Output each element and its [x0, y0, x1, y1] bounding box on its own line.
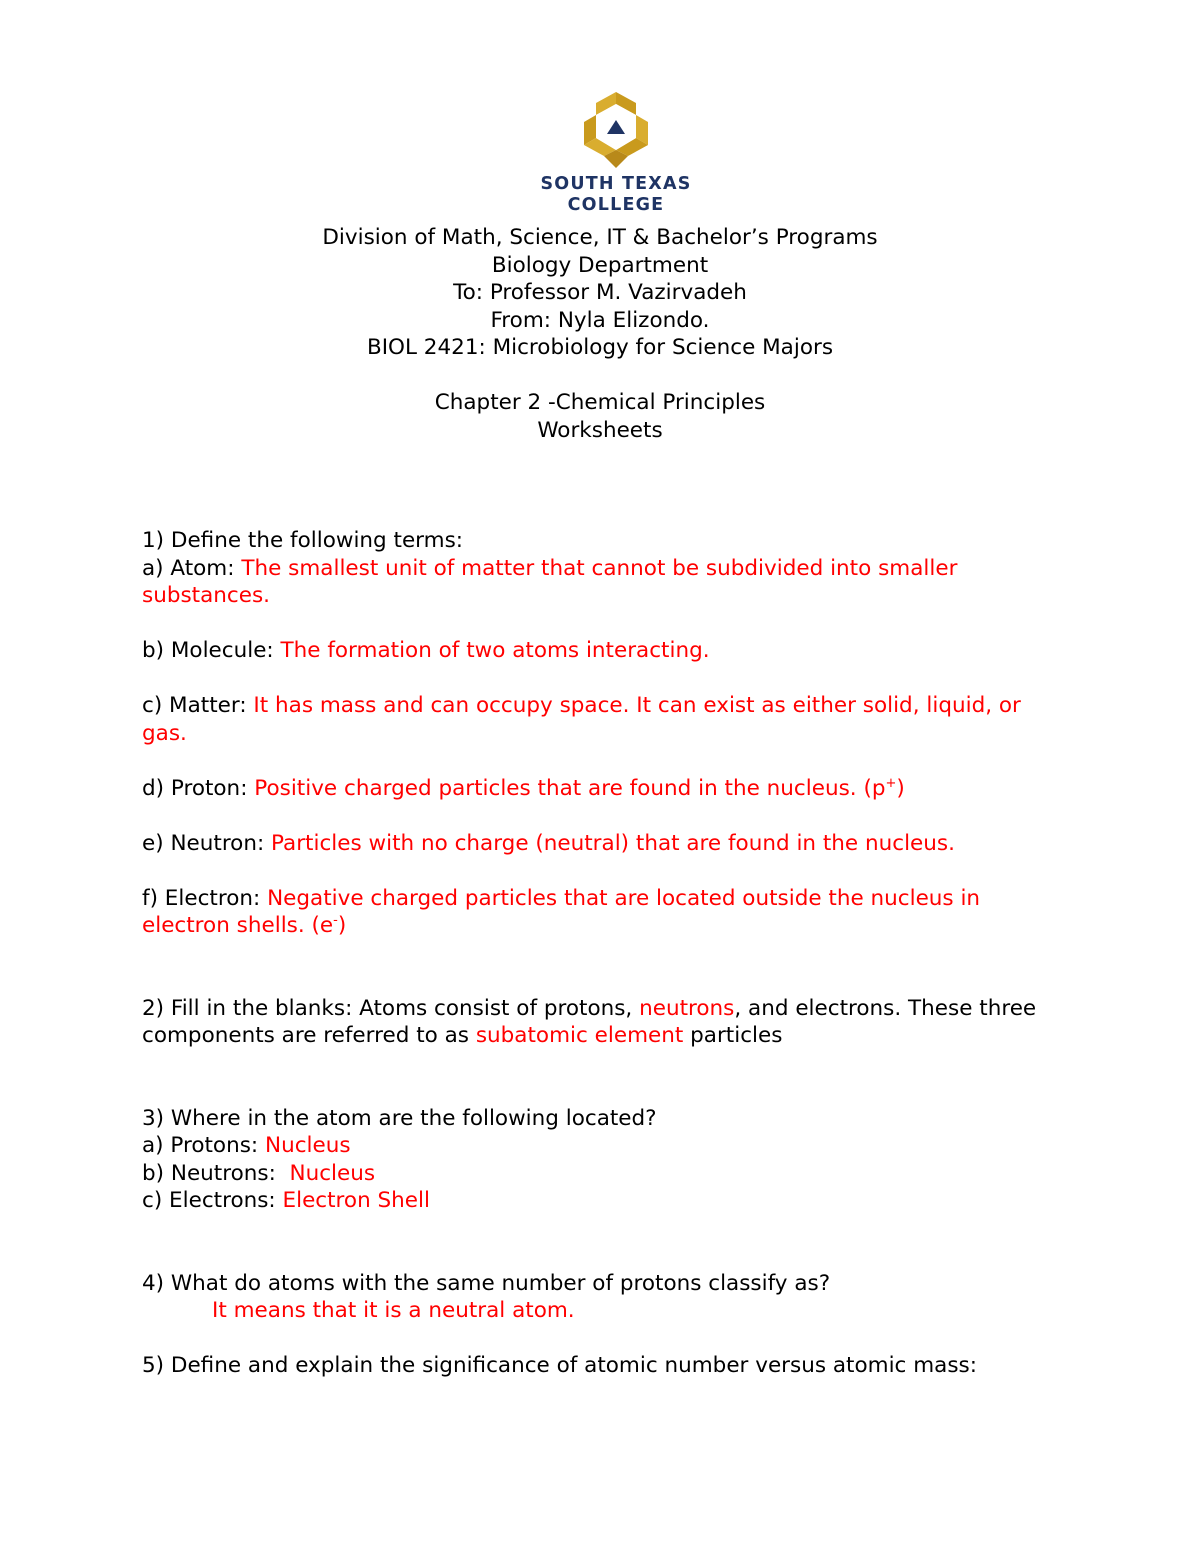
q4-answer: It means that it is a neutral atom. [212, 1298, 575, 1323]
q1-electron-answer-text: Negative charged particles that are located outside the nucleus in electron shells. (e [142, 885, 981, 938]
q1-proton-sup: + [885, 775, 897, 791]
spacer [142, 665, 1072, 693]
spacer [142, 1242, 1072, 1270]
q1-atom-answer: The smallest unit of matter that cannot be subdivided into smaller substances. [142, 555, 958, 608]
q2-blank-1: neutrons [639, 995, 735, 1021]
q1-proton-answer-text: Positive charged particles that are found in the nucleus. (p [254, 775, 886, 801]
spacer [142, 967, 1072, 995]
from-line: From: Nyla Elizondo. [490, 307, 710, 333]
q3-neutrons-answer: Nucleus [289, 1160, 376, 1186]
q2-part-2: , and electrons. These three components are referred to as [142, 995, 1037, 1048]
q1-proton-close: ) [896, 775, 905, 801]
q3-neutrons-label: b) Neutrons: [142, 1160, 290, 1186]
q2-blank-2: subatomic element [475, 1023, 684, 1048]
to-line: To: Professor M. Vazirvadeh [453, 280, 747, 305]
q2-part-1: 2) Fill in the blanks: Atoms consist of protons, [142, 995, 640, 1021]
course-line: BIOL 2421: Microbiology for Science Majors [366, 335, 834, 360]
spacer [142, 610, 1072, 638]
q5-prompt: 5) Define and explain the significance of atomic number versus atomic mass: [142, 1353, 977, 1378]
spacer [142, 940, 1072, 968]
spacer [142, 802, 1072, 830]
q1-atom [142, 555, 1072, 610]
q1-neutron-label: e) Neutron: [142, 830, 272, 856]
q1-molecule-label: b) Molecule: [142, 638, 281, 663]
q1-molecule [142, 637, 1072, 665]
q1-matter-answer: It has mass and can occupy space. It can exist as either solid, liquid, or gas. [142, 693, 1021, 746]
logo-line-1: SOUTH TEXAS [540, 174, 692, 194]
q1-prompt: 1) Define the following terms: [142, 528, 464, 553]
q1-neutron-answer: Particles with no charge (neutral) that are found in the nucleus. [271, 830, 955, 856]
worksheet-body [142, 527, 1072, 1380]
q3-electrons-answer: Electron Shell [282, 1188, 430, 1213]
spacer [142, 1050, 1072, 1078]
q3-protons-label: a) Protons: [142, 1133, 265, 1158]
q1-matter-label: c) Matter: [142, 693, 254, 718]
q4-prompt: 4) What do atoms with the same number of protons classify as? [142, 1270, 831, 1296]
q1-proton [142, 775, 1072, 803]
q1-molecule-answer: The formation of two atoms interacting. [280, 638, 710, 663]
q1-electron-answer [142, 886, 980, 939]
spacer [142, 857, 1072, 885]
q2-part-3: particles [683, 1023, 783, 1048]
worksheets-title: Worksheets [537, 417, 663, 443]
q1-matter [142, 692, 1072, 747]
q1-neutron [142, 830, 1072, 858]
spacer [142, 1077, 1072, 1105]
south-texas-college-logo [576, 90, 656, 170]
q1-proton-answer [254, 776, 905, 801]
q3-electrons-label: c) Electrons: [142, 1188, 283, 1213]
q1-electron-close: ) [337, 913, 347, 938]
document-header [0, 224, 1200, 444]
department-line: Biology Department [491, 252, 709, 278]
q2-fill-in [142, 995, 1072, 1050]
q3-neutrons [142, 1160, 1072, 1188]
spacer [142, 747, 1072, 775]
spacer [0, 362, 1200, 390]
q3-protons [142, 1132, 1072, 1160]
division-line: Division of Math, Science, IT & Bachelor’s Programs [322, 225, 878, 250]
q1-electron [142, 885, 1072, 940]
spacer [142, 1215, 1072, 1243]
q1-electron-sup: - [333, 912, 338, 928]
chapter-title: Chapter 2 -Chemical Principles [434, 390, 766, 415]
q3-prompt: 3) Where in the atom are the following located? [142, 1105, 657, 1131]
q3-protons-answer: Nucleus [265, 1133, 351, 1158]
logo-line-2: COLLEGE [567, 195, 665, 215]
q1-atom-label: a) Atom: [142, 555, 242, 581]
q1-electron-label: f) Electron: [142, 885, 268, 911]
q1-proton-label: d) Proton: [142, 775, 255, 801]
q3-electrons [142, 1187, 1072, 1215]
spacer [142, 1325, 1072, 1353]
logo-wordmark [500, 174, 732, 216]
